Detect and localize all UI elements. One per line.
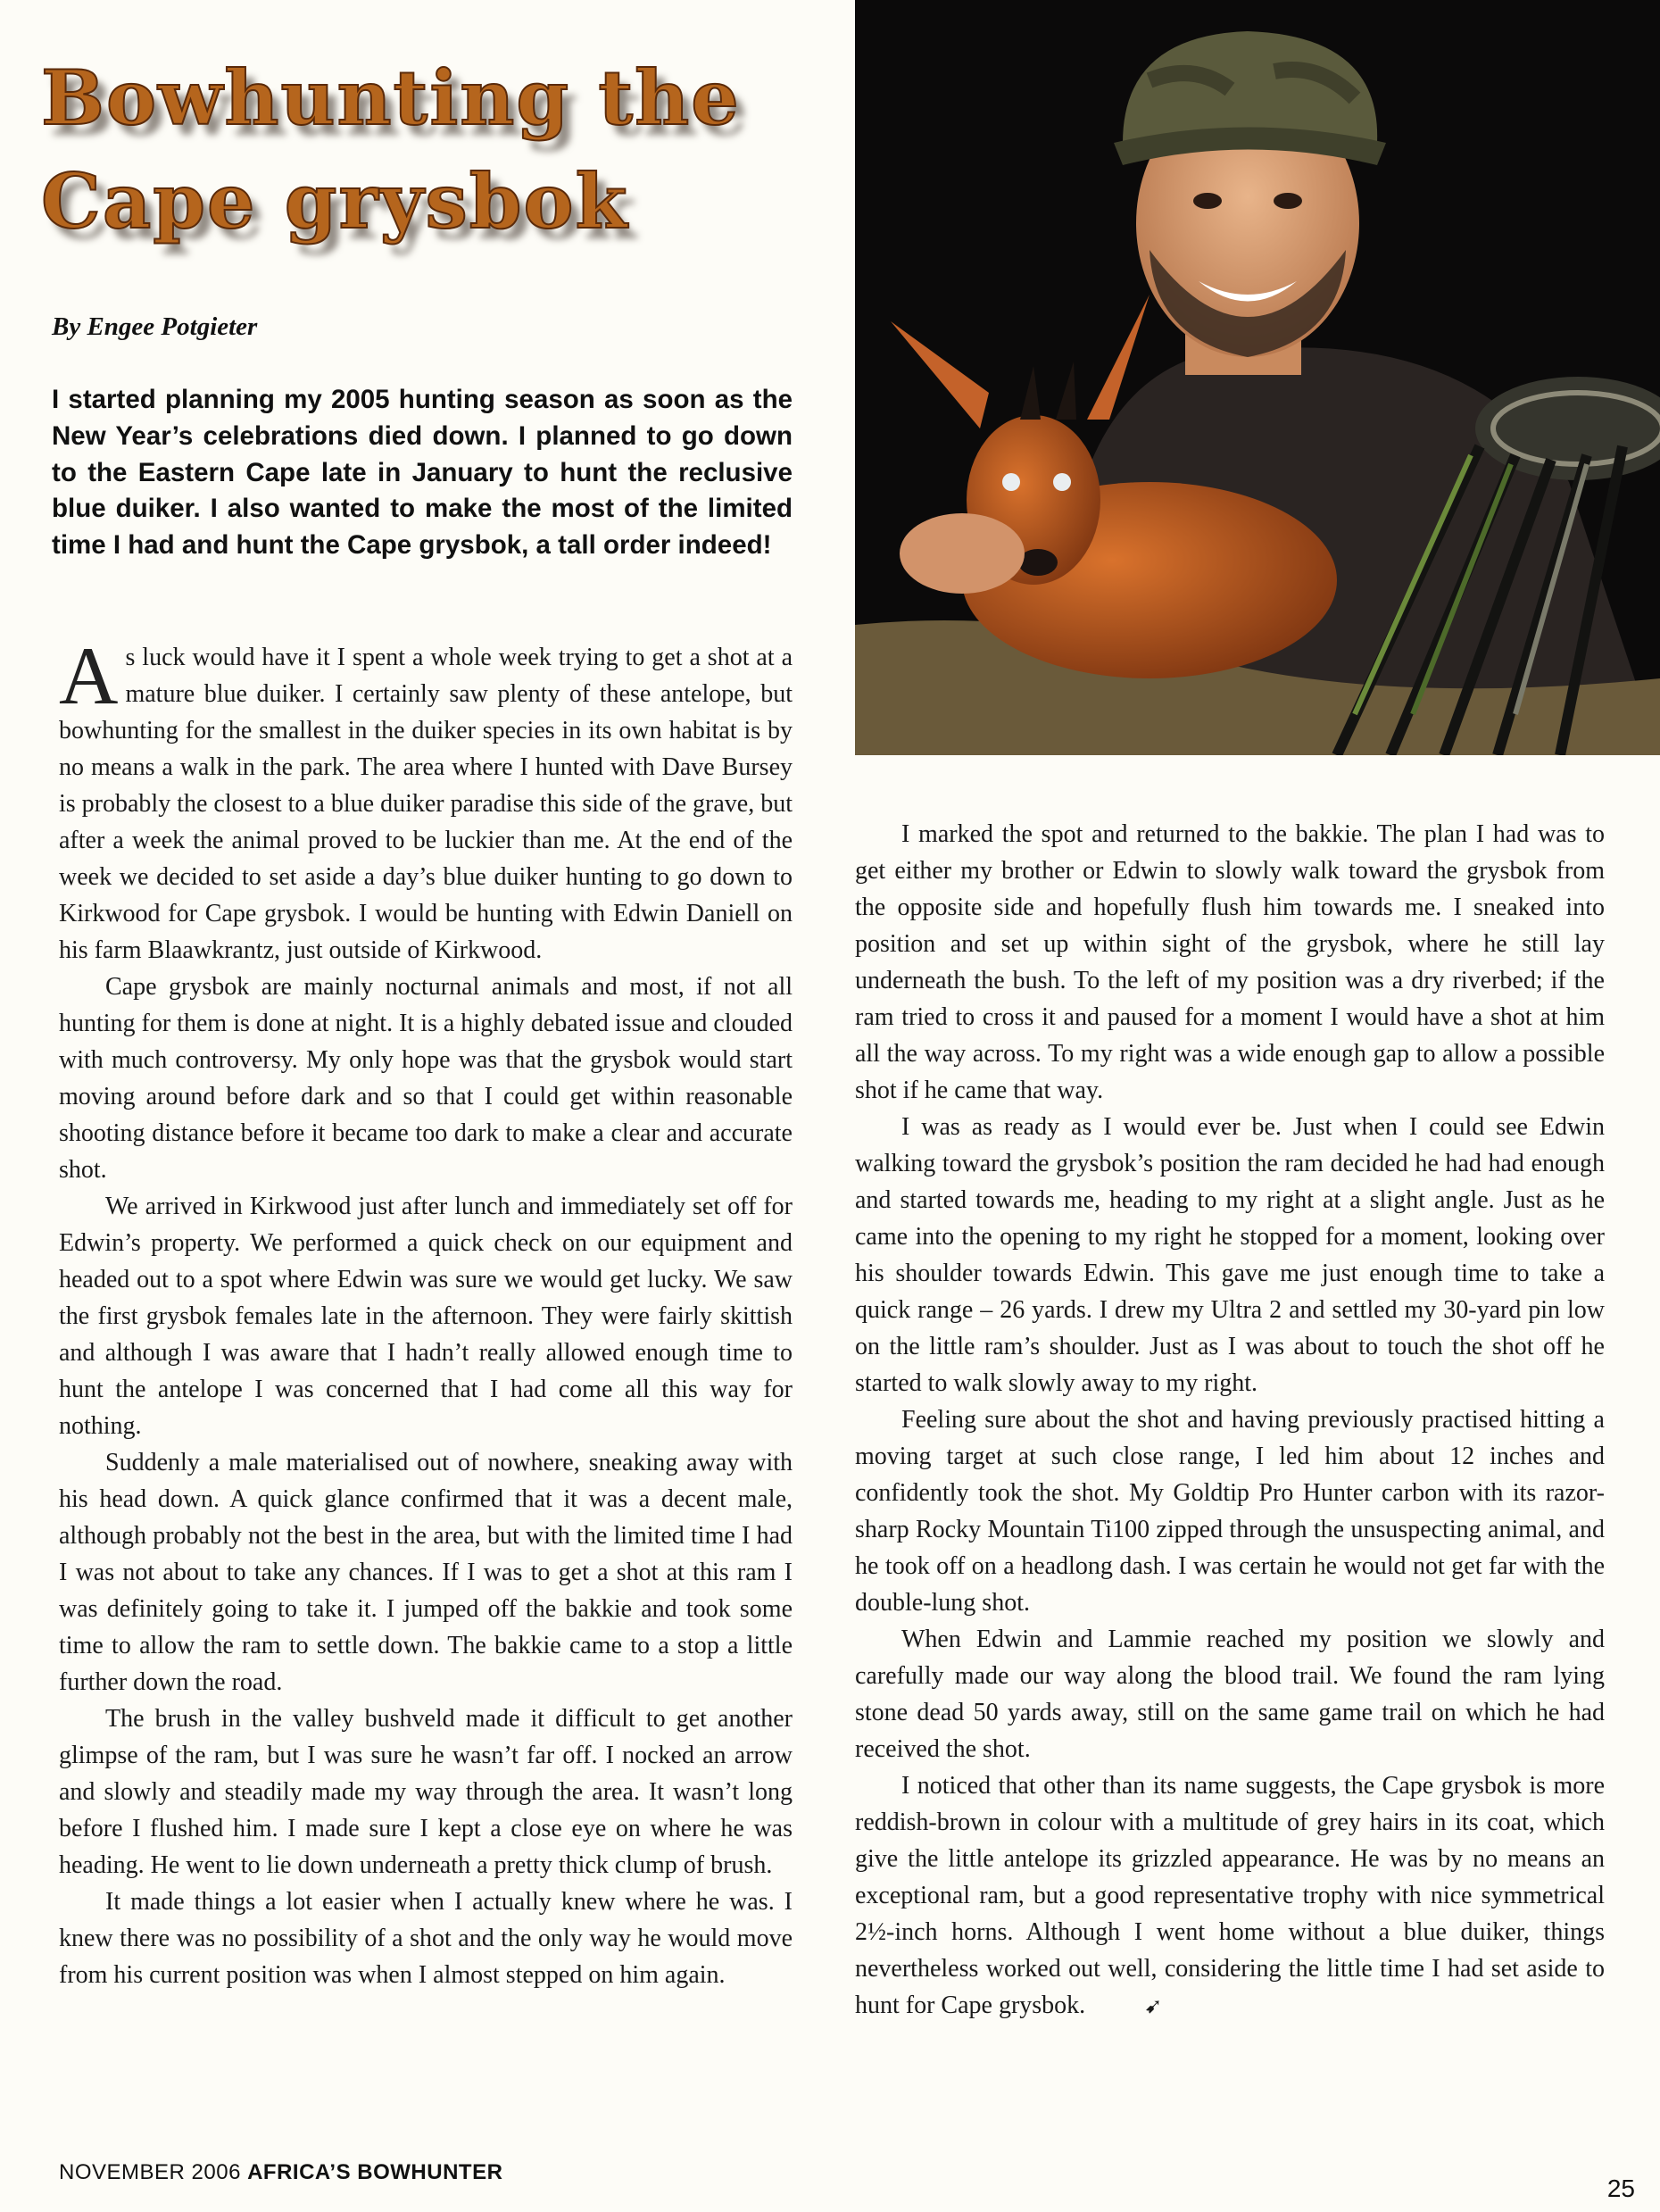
magazine-name: AFRICA’S BOWHUNTER — [247, 2160, 503, 2184]
article-paragraph: We arrived in Kirkwood just after lunch and immediately set off for Edwin’s property. We performed a quick check on our equipment and headed out to a spot where Edwin was sure we would get lucky. We saw the first grysbok females late in the afternoon. They were fairly skittish and although I was aware that I hadn’t really allowed enough time to hunt the antelope I was concerned that I had come all this way for nothing. — [59, 1193, 793, 1440]
issue-date: NOVEMBER 2006 — [59, 2160, 241, 2184]
article-paragraph: Feeling sure about the shot and having previously practised hitting a moving target at such close range, I led him about 12 inches and confidently took the shot. My Goldtip Pro Hunter carbon with its razor-sharp Rocky Mountain Ti100 zipped through the unsuspecting animal, and he took off on a headlong dash. I was certain he would not get far with the double-lung shot. — [855, 1406, 1605, 1617]
article-title-line-2: Cape grysbok — [41, 157, 629, 245]
article-column-right — [855, 816, 1605, 2025]
page-footer — [59, 2160, 502, 2185]
article-paragraph: I marked the spot and returned to the bakkie. The plan I had was to get either my brother or Edwin to slowly walk toward the grysbok from the opposite side and hopefully flush him towards me. I sneaked into position and set up within sight of the grysbok, where he still lay underneath the bush. To the left of my position was a dry riverbed; if the ram tried to cross it and paused for a moment I would have a shot at him all the way across. To my right was a wide enough gap to allow a possible shot if he came that way. — [855, 820, 1605, 1104]
article-paragraph: The brush in the valley bushveld made it difficult to get another glimpse of the ram, but I was sure he wasn’t far off. I nocked an arrow and slowly and steadily made my way through the area. It wasn’t long before I flushed him. I made sure I kept a close eye on where he was heading. He went to lie down underneath a pretty thick clump of brush. — [59, 1705, 793, 1879]
drop-cap: A — [59, 630, 119, 721]
intro-paragraph: I started planning my 2005 hunting season as soon as the New Year’s celebrations died down. I planned to go down to the Eastern Cape late in January to hunt the reclusive blue duiker. I also wanted to make the most of the limited time I had and hunt the Cape grysbok, a tall order indeed! — [52, 385, 793, 561]
article-title — [41, 46, 916, 254]
page-number: 25 — [1606, 2175, 1635, 2202]
article-paragraph: I was as ready as I would ever be. Just when I could see Edwin walking toward the grysbok’s position the ram decided he had had enough and started towards me, heading to my right at a slight angle. Just as he came into the opening to my right he stopped for a moment, looking over his shoulder towards Edwin. This gave me just enough time to take a quick range – 26 yards. I drew my Ultra 2 and settled my 30-yard pin low on the little ram’s shoulder. Just as I was about to touch the shot off he started to walk slowly away to my right. — [855, 1113, 1605, 1397]
article-paragraph: It made things a lot easier when I actually knew where he was. I knew there was no possibility of a shot and the only way he would move from his current position was when I almost stepped on him again. — [59, 1888, 793, 1989]
photo-illustration — [855, 0, 1660, 755]
article-paragraph: As luck would have it I spent a whole week trying to get a shot at a mature blue duiker. I certainly saw plenty of these antelope, but bowhunting for the smallest in the duiker species in its own habitat is by no means a walk in the park. The area where I hunted with Dave Bursey is probably the closest to a blue duiker paradise this side of the grave, but after a week the animal proved to be luckier than me. At the end of the week we decided to set aside a day’s blue duiker hunting to go down to Kirkwood for Cape grysbok. I would be hunting with Edwin Daniell on his farm Blaawkrantz, just outside of Kirkwood. — [59, 630, 793, 964]
article-paragraph: When Edwin and Lammie reached my position we slowly and carefully made our way along the blood trail. We found the ram lying stone dead 50 yards away, still on the same game trail on which he had received the shot. — [855, 1626, 1605, 1763]
article-paragraph: I noticed that other than its name suggests, the Cape grysbok is more reddish-brown in colour with a multitude of grey hairs in its coat, which give the little antelope its grizzled appearance. He was by no means an exceptional ram, but a good representative trophy with nice symmetrical 2½-inch horns. Although I went home without a blue duiker, things nevertheless worked out well, considering the little time I had set aside to hunt for Cape grysbok. ➹ — [855, 1767, 1605, 2025]
article-column-left — [59, 630, 793, 1993]
article-paragraph: Suddenly a male materialised out of nowhere, sneaking away with his head down. A quick glance confirmed that it was a decent male, although probably not the best in the area, but with the limited time I had I was not about to take any chances. If I was to get a shot at this ram I was definitely going to take it. I jumped off the bakkie and took some time to allow the ram to settle down. The bakkie came to a stop a little further down the road. — [59, 1449, 793, 1696]
byline: By Engee Potgieter — [52, 312, 258, 341]
end-mark-icon: ➹ — [1144, 1995, 1163, 2018]
article-paragraph: Cape grysbok are mainly nocturnal animals and most, if not all hunting for them is done at night. It is a highly debated issue and clouded with much controversy. My only hope was that the grysbok would start moving around before dark and so that I could get within reasonable shooting distance before it became too dark to make a clear and accurate shot. — [59, 973, 793, 1184]
hunter-with-grysbok-photo — [855, 0, 1660, 755]
article-title-line-1: Bowhunting the — [41, 54, 741, 142]
